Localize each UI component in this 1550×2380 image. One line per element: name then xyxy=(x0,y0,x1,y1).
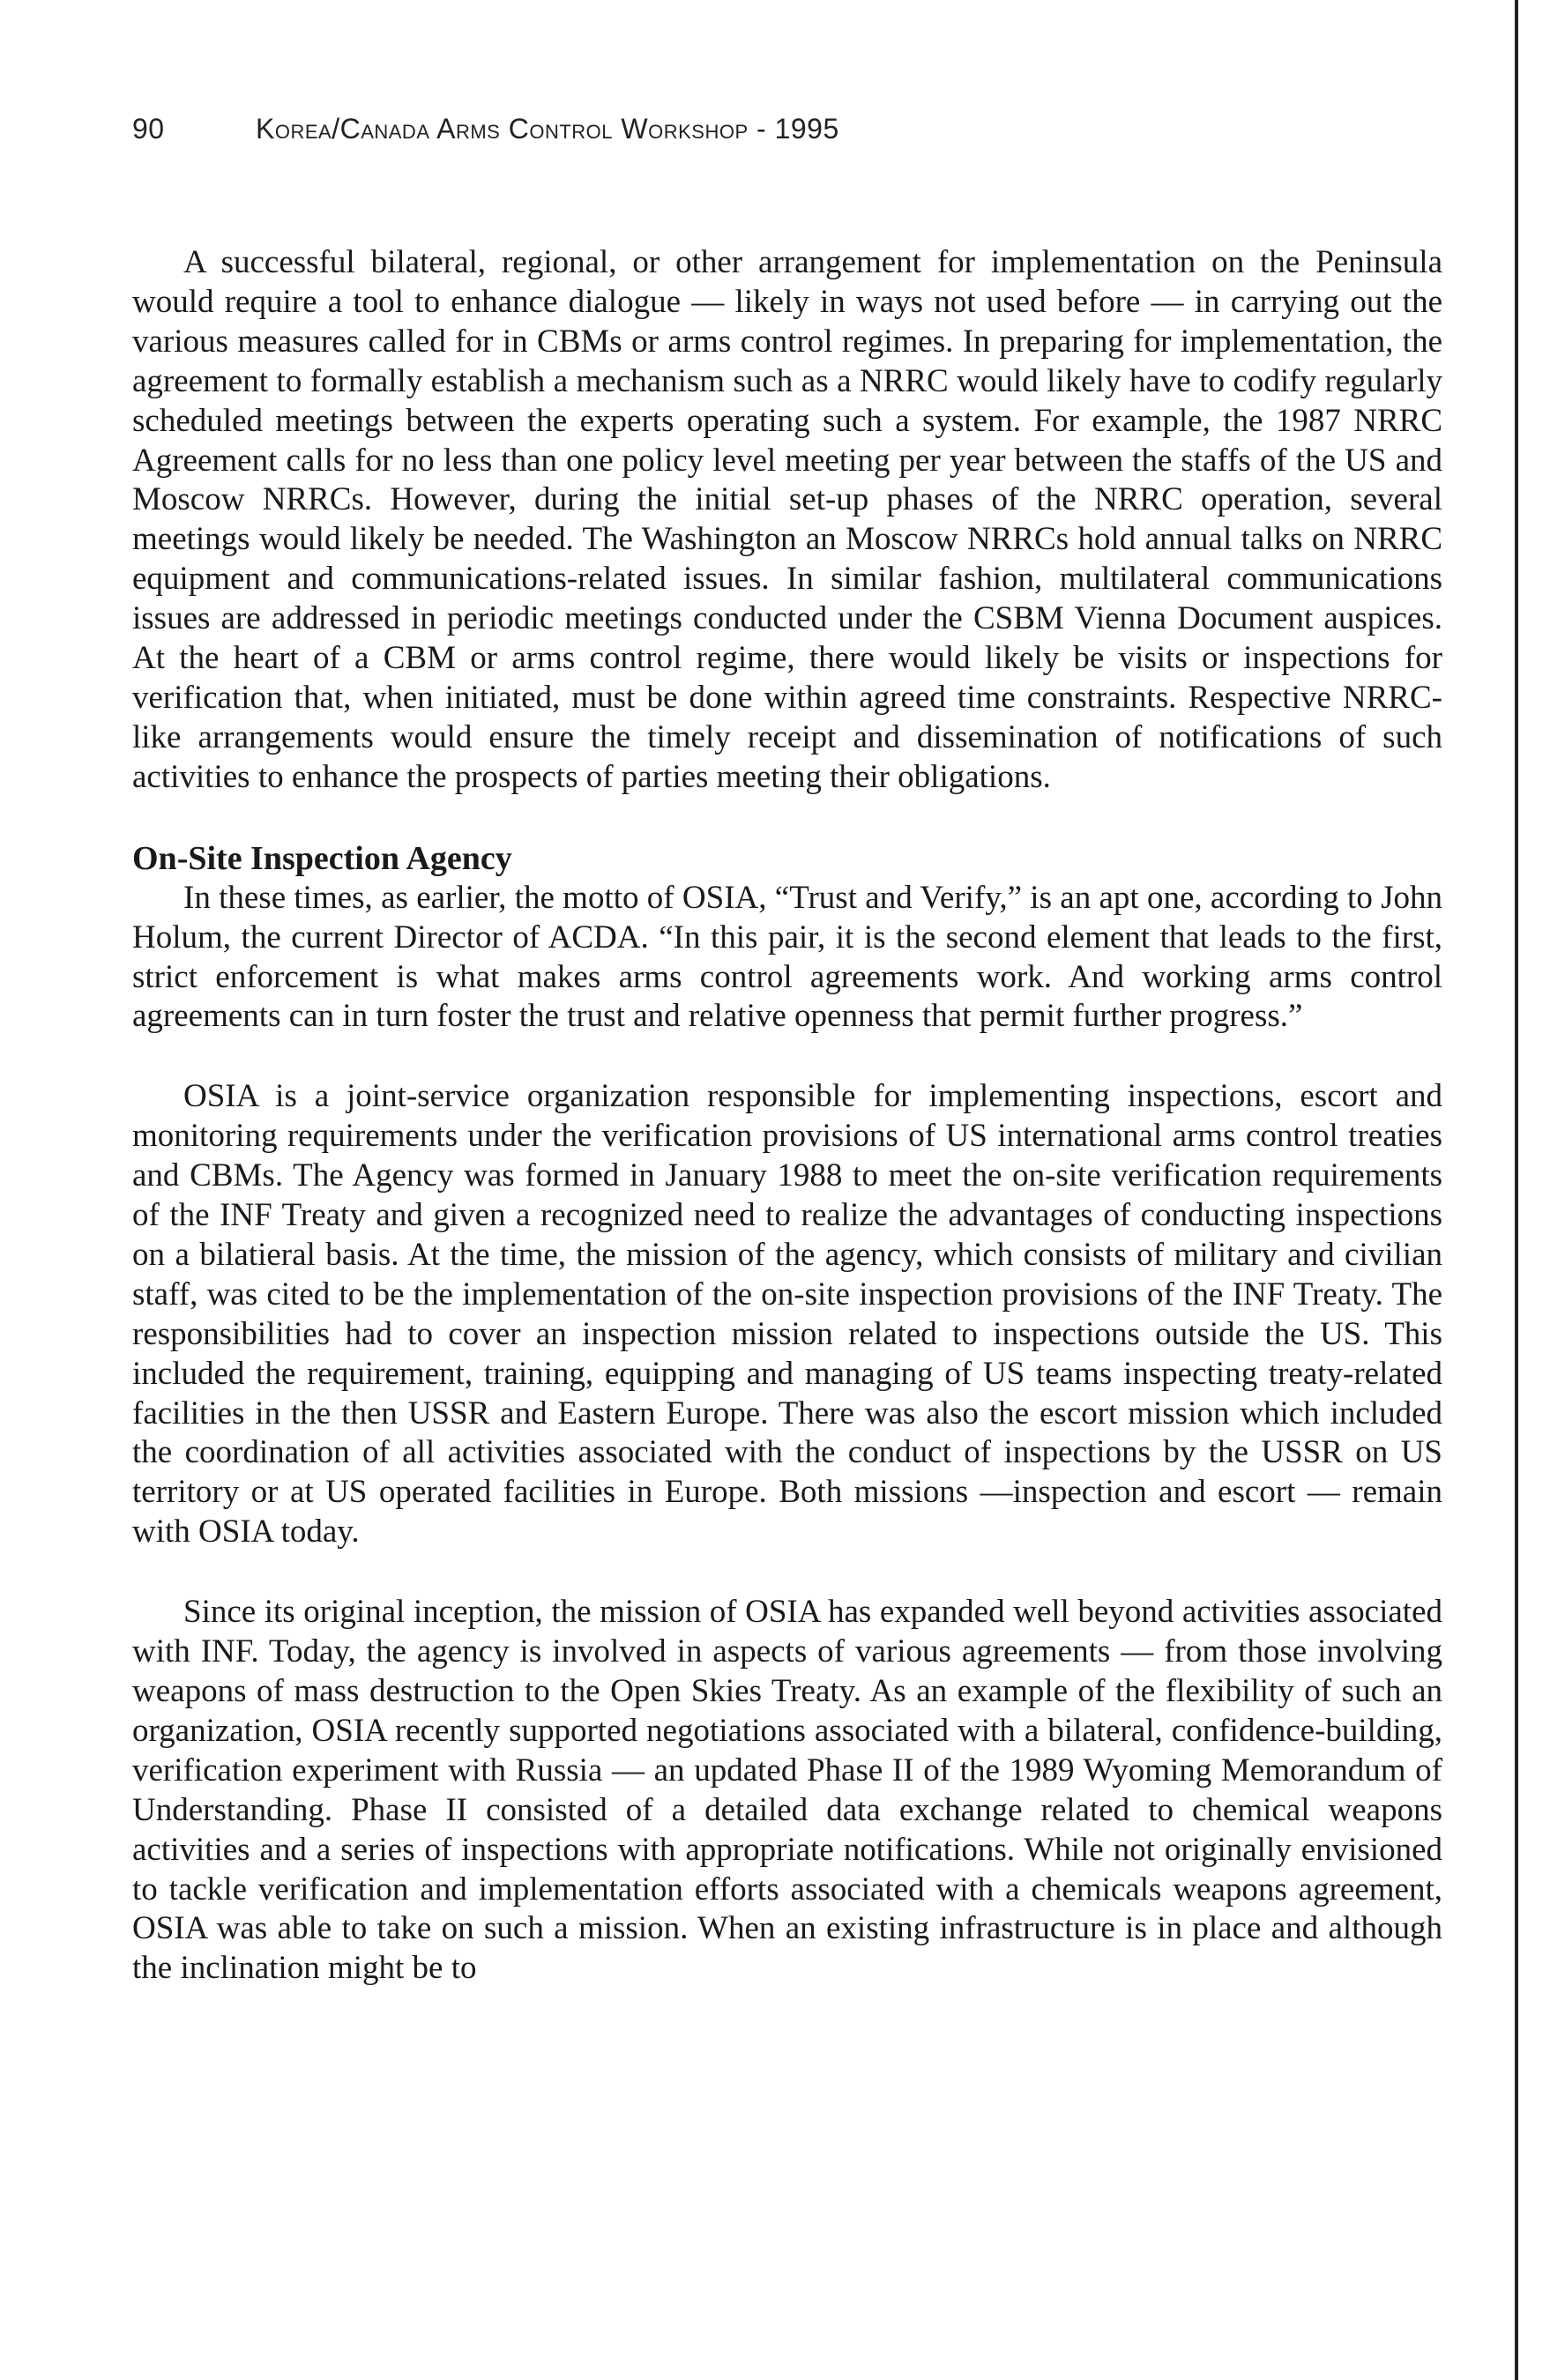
section-heading-osia: On-Site Inspection Agency xyxy=(132,839,512,877)
paragraph-trust-and-verify: In these times, as earlier, the motto of OSIA, “Trust and Verify,” is an apt one, according to John Holum, the current Director of ACDA. “In this pair, it is the second element that leads to the first, strict enforcement is what makes arms control agreements work. And working arms control agreements can in turn foster the trust and relative openness that permit further progress.” xyxy=(132,879,1442,1035)
running-head xyxy=(132,113,839,145)
running-head-title: Korea/Canada Arms Control Workshop - 1995 xyxy=(256,113,839,145)
paragraph-gap xyxy=(132,798,1442,838)
paragraph-osia-organization: OSIA is a joint-service organization responsible for implementing inspections, escort and monitoring requirements under the verification provisions of US international arms control treaties and CBMs. The Agency was formed in January 1988 to meet the on-site verification requirements of the INF Treaty and given a recognized need to realize the advantages of conducting inspections on a bilatieral basis. At the time, the mission of the agency, which consists of military and civilian staff, was cited to be the implementation of the on-site inspection provisions of the INF Treaty. The responsibilities had to cover an inspection mission related to inspections outside the US. This included the requirement, training, equipping and managing of US teams inspecting treaty-related facilities in the then USSR and Eastern Europe. There was also the escort mission which included the coordination of all activities associated with the conduct of inspections by the USSR on US territory or at US operated facilities in Europe. Both missions —inspection and escort — remain with OSIA today. xyxy=(132,1078,1442,1551)
paragraph-osia-mission-expansion: Since its original inception, the mission of OSIA has expanded well beyond activities associated with INF. Today, the agency is involved in aspects of various agreements — from those involving weapons of mass destruction to the Open Skies Treaty. As an example of the flexibility of such an organization, OSIA recently supported negotiations associated with a bilateral, confidence-building, verification experiment with Russia — an updated Phase II of the 1989 Wyoming Memorandum of Understanding. Phase II consisted of a detailed data exchange related to chemical weapons activities and a series of inspections with appropriate notifications. While not originally envisioned to tackle verification and implementation efforts associated with a chemicals weapons agreement, OSIA was able to take on such a mission. When an existing infrastructure is in place and although the inclination might be to xyxy=(132,1594,1442,1987)
paragraph-gap xyxy=(132,1552,1442,1593)
page-number: 90 xyxy=(132,113,165,145)
paragraph-nrrc-arrangement: A successful bilateral, regional, or other arrangement for implementation on the Peninsula would require a tool to enhance dialogue — likely in ways not used before — in carrying out the various measures called for in CBMs or arms control regimes. In preparing for implementation, the agreement to formally establish a mechanism such as a NRRC would likely have to codify regularly scheduled meetings between the experts operating such a system. For example, the 1987 NRRC Agreement calls for no less than one policy level meeting per year between the staffs of the US and Moscow NRRCs. However, during the initial set-up phases of the NRRC operation, several meetings would likely be needed. The Washington an Moscow NRRCs hold annual talks on NRRC equipment and communications-related issues. In similar fashion, multilateral communications issues are addressed in periodic meetings conducted under the CSBM Vienna Document auspices. At the heart of a CBM or arms control regime, there would likely be visits or inspections for verification that, when initiated, must be done within agreed time constraints. Respective NRRC-like arrangements would ensure the timely receipt and dissemination of notifications of such activities to enhance the prospects of parties meeting their obligations. xyxy=(132,244,1442,795)
scan-edge-rule xyxy=(1515,0,1518,2380)
body-text xyxy=(132,243,1442,1989)
paragraph-gap xyxy=(132,1037,1442,1077)
